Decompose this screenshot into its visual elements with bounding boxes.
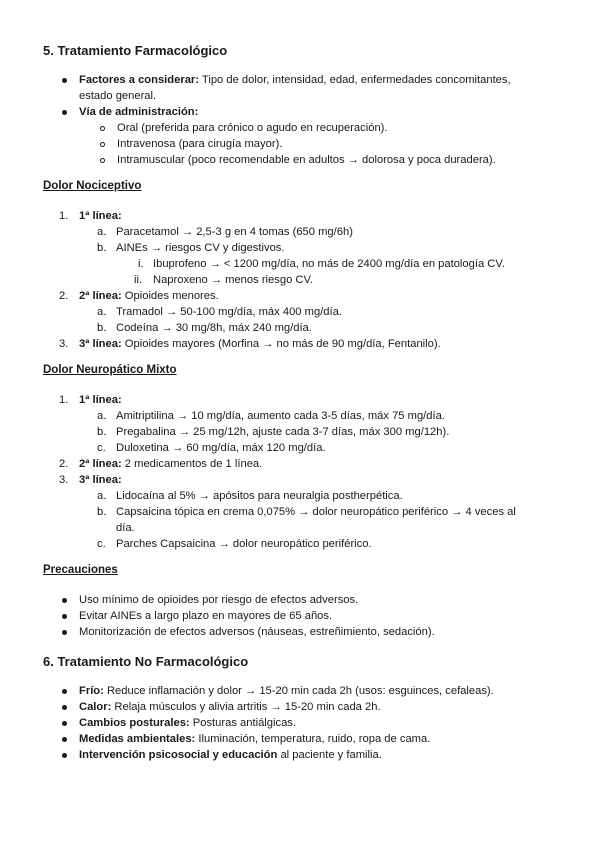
list-item-cont: día.	[116, 522, 135, 534]
list-marker: 2.	[59, 458, 69, 470]
item-label: Medidas ambientales:	[79, 733, 196, 745]
item-text: Posturas antiálgicas.	[189, 717, 297, 729]
item-text: al paciente y familia.	[277, 749, 382, 761]
line-label: 1ª línea:	[79, 394, 122, 406]
list-marker: 1.	[59, 210, 69, 222]
bullet-icon	[62, 737, 67, 742]
bullet-icon	[62, 721, 67, 726]
item-label: Frío:	[79, 685, 104, 697]
list-item: Duloxetina → 60 mg/día, máx 120 mg/día.	[116, 442, 326, 454]
line-label: 3ª línea:	[79, 338, 122, 350]
list-marker: 1.	[59, 394, 69, 406]
no-farm-item	[79, 699, 381, 715]
no-farm-item	[79, 715, 296, 731]
no-farm-item	[79, 683, 494, 699]
list-item: Tramadol → 50-100 mg/día, máx 400 mg/día.	[116, 306, 342, 318]
list-item: Naproxeno → menos riesgo CV.	[153, 274, 314, 286]
section-5-heading: 5. Tratamiento Farmacológico	[43, 43, 228, 58]
line-label: 2ª línea:	[79, 290, 122, 302]
hollow-bullet-icon	[100, 158, 105, 163]
list-marker: 2.	[59, 290, 69, 302]
list-marker: 3.	[59, 474, 69, 486]
no-farm-item	[79, 747, 382, 763]
nociceptivo-l3	[79, 336, 441, 352]
list-marker: c.	[97, 538, 106, 550]
neuropatico-l3	[79, 472, 122, 488]
factores-line	[79, 72, 511, 88]
line-label: 3ª línea:	[79, 474, 122, 486]
bullet-icon	[62, 598, 67, 603]
item-text: Relaja músculos y alivia artritis → 15-20 min cada 2h.	[111, 701, 381, 713]
bullet-icon	[62, 705, 67, 710]
hollow-bullet-icon	[100, 126, 105, 131]
list-marker: 3.	[59, 338, 69, 350]
list-marker: a.	[97, 490, 107, 502]
list-marker: b.	[97, 322, 107, 334]
bullet-icon	[62, 110, 67, 115]
neuropatico-heading: Dolor Neuropático Mixto	[43, 364, 177, 376]
list-item: Amitriptilina → 10 mg/día, aumento cada 3-5 días, máx 75 mg/día.	[116, 410, 445, 422]
neuropatico-l1	[79, 392, 122, 408]
list-marker: a.	[97, 410, 107, 422]
item-label: Intervención psicosocial y educación	[79, 749, 278, 761]
list-item: AINEs → riesgos CV y digestivos.	[116, 242, 285, 254]
factores-text: Tipo de dolor, intensidad, edad, enfermedades concomitantes,	[199, 74, 511, 86]
item-label: Calor:	[79, 701, 112, 713]
line-text: 2 medicamentos de 1 línea.	[121, 458, 263, 470]
list-item: Paracetamol → 2,5-3 g en 4 tomas (650 mg/6h)	[116, 226, 353, 238]
list-item: Lidocaína al 5% → apósitos para neuralgia postherpética.	[116, 490, 403, 502]
via-label	[79, 104, 198, 120]
bullet-icon	[62, 689, 67, 694]
bullet-icon	[62, 614, 67, 619]
item-label: Cambios posturales:	[79, 717, 190, 729]
hollow-bullet-icon	[100, 142, 105, 147]
precaucion-item: Monitorización de efectos adversos (náuseas, estreñimiento, sedación).	[79, 626, 435, 638]
bullet-icon	[62, 78, 67, 83]
section-6-heading: 6. Tratamiento No Farmacológico	[43, 654, 249, 669]
via-label-text: Vía de administración:	[79, 106, 199, 118]
list-marker: a.	[97, 306, 107, 318]
via-item: Oral (preferida para crónico o agudo en recuperación).	[117, 122, 388, 134]
list-item: Parches Capsaicina → dolor neuropático periférico.	[116, 538, 372, 550]
precaucion-item: Uso mínimo de opioides por riesgo de efectos adversos.	[79, 594, 359, 606]
neuropatico-l2	[79, 456, 262, 472]
bullet-icon	[62, 630, 67, 635]
item-text: Reduce inflamación y dolor → 15-20 min cada 2h (usos: esguinces, cefaleas).	[103, 685, 494, 697]
list-marker: i.	[138, 258, 144, 270]
list-marker: c.	[97, 442, 106, 454]
factores-label: Factores a considerar:	[79, 74, 200, 86]
list-marker: a.	[97, 226, 107, 238]
factores-text-cont: estado general.	[79, 90, 157, 102]
via-item: Intramuscular (poco recomendable en adultos → dolorosa y poca duradera).	[117, 154, 496, 166]
list-item: Ibuprofeno → < 1200 mg/día, no más de 2400 mg/día en patología CV.	[153, 258, 505, 270]
line-text: Opioides menores.	[121, 290, 219, 302]
list-marker: b.	[97, 426, 107, 438]
line-text: Opioides mayores (Morfina → no más de 90 mg/día, Fentanilo).	[121, 338, 441, 350]
line-label: 2ª línea:	[79, 458, 122, 470]
list-marker: ii.	[134, 274, 143, 286]
no-farm-item	[79, 731, 430, 747]
nociceptivo-l2	[79, 288, 219, 304]
nociceptivo-l1	[79, 208, 122, 224]
list-item: Pregabalina → 25 mg/12h, ajuste cada 3-7 días, máx 300 mg/12h).	[116, 426, 450, 438]
precauciones-heading: Precauciones	[43, 564, 118, 576]
precaucion-item: Evitar AINEs a largo plazo en mayores de 65 años.	[79, 610, 333, 622]
list-marker: b.	[97, 242, 107, 254]
via-item: Intravenosa (para cirugía mayor).	[117, 138, 283, 150]
bullet-icon	[62, 753, 67, 758]
item-text: Iluminación, temperatura, ruido, ropa de cama.	[195, 733, 431, 745]
list-marker: b.	[97, 506, 107, 518]
list-item: Codeína → 30 mg/8h, máx 240 mg/día.	[116, 322, 312, 334]
line-label: 1ª línea:	[79, 210, 122, 222]
nociceptivo-heading: Dolor Nociceptivo	[43, 180, 142, 192]
list-item: Capsaicina tópica en crema 0,075% → dolor neuropático periférico → 4 veces al	[116, 506, 516, 518]
